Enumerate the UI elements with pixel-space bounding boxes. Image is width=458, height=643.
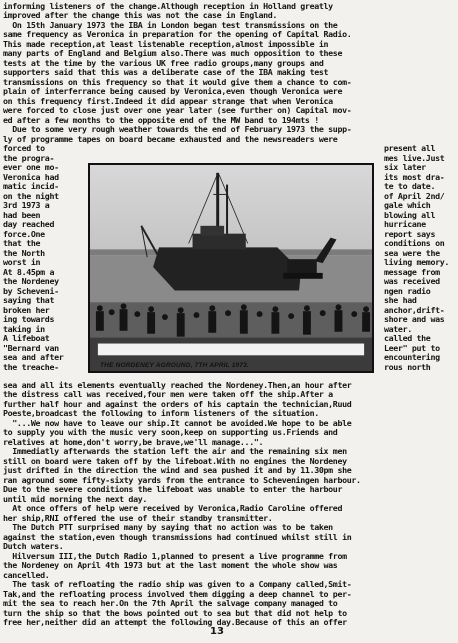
text-line: that the	[3, 238, 41, 248]
text-line: the treache-	[3, 362, 59, 372]
text-line: Hilversum III,the Dutch Radio 1,planned to present a live programme from	[3, 551, 347, 561]
text-line: ever one mo-	[3, 162, 59, 172]
text-line: the Nordeney	[3, 276, 59, 286]
text-line: on this frequency first.Indeed it did appear strange that when Veronica	[3, 96, 333, 106]
text-line: plain of interferrance being caused by Veronica,even though Veronica were	[3, 86, 343, 96]
text-line: the North	[3, 248, 45, 258]
text-line: sea and all its elements eventually reached the Nordeney.Then,an hour after	[3, 380, 352, 390]
text-line: ed after a few months to the opposite end of the MW band to 194mts !	[3, 115, 319, 125]
text-line: report says	[384, 229, 436, 239]
text-line: still on board were taken off by the lifeboat.With no engines the Nordeney	[3, 456, 347, 466]
text-line: six later	[384, 162, 426, 172]
text-line: forced to	[3, 143, 45, 153]
text-line: Poeste,broadcast the following to inform listeners of the situation.	[3, 408, 319, 418]
text-line: present all	[384, 143, 436, 153]
text-line: hurricane	[384, 219, 426, 229]
text-line: mit the sea to reach her.On the 7th April the salvage company managed to	[3, 598, 338, 608]
text-line: of April 2nd/	[384, 191, 445, 201]
text-line: broken her	[3, 305, 50, 315]
text-line: just drifted in the direction the wind and sea pushed it and by 11.30pm she	[3, 465, 352, 475]
photo-caption: THE NORDENEY AGROUND, 7TH APRIL 1973.	[100, 362, 249, 369]
text-line: until mid morning the next day.	[3, 494, 147, 504]
ship-photo	[88, 163, 374, 373]
text-line: water.	[384, 324, 412, 334]
text-line: the Nordeney on April 4th 1973 but at the last moment the whole show was	[3, 560, 338, 570]
text-line: many parts of England and Belgium also.There was much opposition to these	[3, 48, 343, 58]
text-line: Veronica had	[3, 172, 59, 182]
text-line: A lifeboat	[3, 333, 50, 343]
text-line: called the	[384, 333, 431, 343]
page-number: 13	[210, 626, 224, 637]
text-line: encountering	[384, 352, 440, 362]
text-line: day reached	[3, 219, 55, 229]
text-line: living memory.	[384, 257, 450, 267]
text-line: taking in	[3, 324, 45, 334]
text-line: had been	[3, 210, 41, 220]
text-line: further half hour and against the orders of his captain the technician,Ruud	[3, 399, 352, 409]
text-line: shore and was	[384, 314, 445, 324]
ship-aground-illustration	[90, 165, 372, 371]
text-line: "...We now have to leave our ship.It cannot be avoided.We hope to be able	[3, 418, 352, 428]
text-line: At 8.45pm a	[3, 267, 55, 277]
text-line: ngen radio	[384, 286, 431, 296]
text-line: its most dra-	[384, 172, 445, 182]
text-line: This made reception,at least listenable reception,almost impossible in	[3, 39, 329, 49]
text-line: Immediatly afterwards the station left the air and the remaining six men	[3, 446, 347, 456]
text-line: mes live.Just	[384, 153, 445, 163]
text-line: te to date.	[384, 181, 436, 191]
text-line: ly of programme tapes on board became exhausted and the newsreaders were	[3, 134, 338, 144]
text-line: Tak,and the refloating process involved them digging a deep channel to per-	[3, 589, 352, 599]
text-line: Due to the severe conditions the lifeboat was unable to enter the harbour	[3, 484, 343, 494]
text-line: force.One	[3, 229, 45, 239]
text-line: rous north	[384, 362, 431, 372]
text-line: saying that	[3, 295, 55, 305]
text-line: anchor,drift-	[384, 305, 445, 315]
text-line: free her,neither did an attempt the following day.Because of this an offer	[3, 617, 347, 627]
text-line: transmissions on this frequency so that it would give them a chance to com-	[3, 77, 352, 87]
text-line: 3rd 1973 a	[3, 200, 50, 210]
text-line: same frequency as Veronica in preparation for the opening of Capital Radio.	[3, 29, 352, 39]
text-line: tests at the time by the various UK free radio groups,many groups and	[3, 58, 324, 68]
text-line: informing listeners of the change.Although reception in Holland greatly	[3, 1, 333, 11]
text-line: turn the ship so that the bows pointed out to sea but that did not help to	[3, 608, 347, 618]
text-line: sea and after	[3, 352, 64, 362]
text-line: improved after the change this was not the case in England.	[3, 10, 278, 20]
text-line: the distress call was received,four men were taken off the ship.After a	[3, 389, 333, 399]
text-line: On 15th January 1973 the IBA in London began test transmissions on the	[3, 20, 338, 30]
text-line: ran aground some fifty-sixty yards from the entrance to Scheveningen harbour.	[3, 475, 361, 485]
text-line: relatives at home,don't worry,be brave,we'll manage...".	[3, 437, 264, 447]
text-line: Due to some very rough weather towards the end of February 1973 the supp-	[3, 124, 352, 134]
text-line: blowing all	[384, 210, 436, 220]
text-line: Dutch waters.	[3, 541, 64, 551]
text-line: on the night	[3, 191, 59, 201]
text-line: At once offers of help were received by Veronica,Radio Caroline offered	[3, 503, 343, 513]
text-line: the progra-	[3, 153, 55, 163]
text-line: message from	[384, 267, 440, 277]
text-line: by Scheveni-	[3, 286, 59, 296]
text-line: conditions on	[384, 238, 445, 248]
text-line: ing towards	[3, 314, 55, 324]
text-line: The Dutch PTT surprised many by saying that no action was to be taken	[3, 522, 333, 532]
text-line: worst in	[3, 257, 41, 267]
text-line: she had	[384, 295, 417, 305]
text-line: Leer" put to	[384, 343, 440, 353]
text-line: were forced to close just over one year later (see further on) Capital mov-	[3, 105, 352, 115]
text-line: was received	[384, 276, 440, 286]
text-line: supporters said that this was a deliberate case of the IBA making test	[3, 67, 329, 77]
text-line: The task of refloating the radio ship was given to a Company called,Smit-	[3, 579, 352, 589]
text-line: against the station,even though transmissions had continued whilst still in	[3, 532, 352, 542]
text-line: gale which	[384, 200, 431, 210]
text-line: matic incid-	[3, 181, 59, 191]
text-line: sea were the	[384, 248, 440, 258]
text-line: to supply you with the music very soon,keep on supporting us.Friends and	[3, 427, 338, 437]
text-line: cancelled.	[3, 570, 50, 580]
text-line: her ship,RNI offered the use of their standby transmitter.	[3, 513, 273, 523]
text-line: "Bernard van	[3, 343, 59, 353]
